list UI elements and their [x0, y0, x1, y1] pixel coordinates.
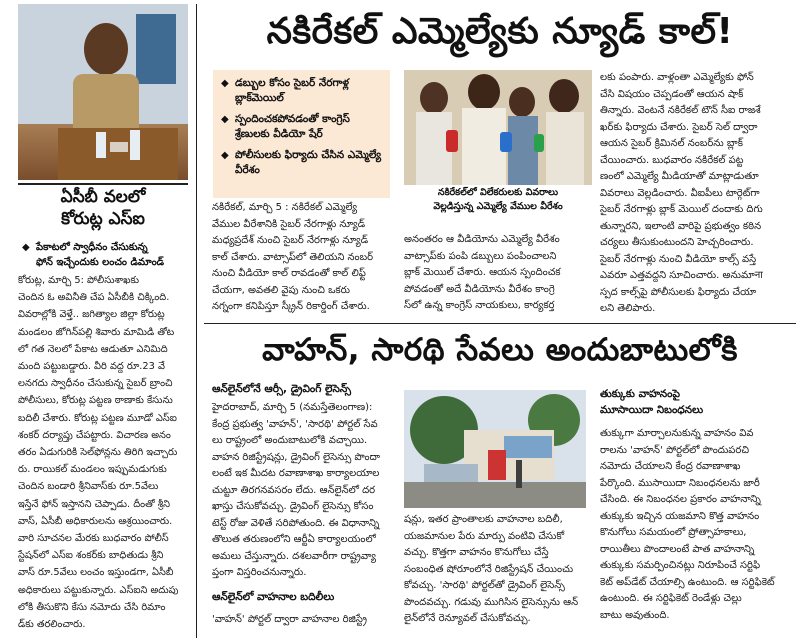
story1-col3-line: చేయించారు. బుధవారం నకిరేకల్ పట్ట: [600, 154, 744, 166]
story3-col1-line: వాహన రిజిస్ట్రేషన్లు, డ్రైవింగ్ లైసెన్సు పొందా: [212, 451, 380, 463]
story3-col3-line: కొనుగోలు సమయంలో ప్రోత్సాహకాలు,: [600, 527, 747, 538]
story3-col1-line: టెస్ట్ రోజు వెళితే సరిపోతుంది. ఈ విధానాన్ని: [212, 517, 380, 529]
story1-col3-line: సైబర్ నేరగాళ్లు నుంచి వీడియో కాల్స్ వస్తే: [600, 253, 757, 265]
story1-col3-line: ఆయన సైబర్ క్రిమినల్ నంబర్‌ను బ్లాక్: [600, 138, 743, 149]
story2-body-line: లనగదు స్వాధీనం చేసుకున్న సైబర్ బ్రాంచి: [18, 378, 173, 390]
story3-col1-line: ఖాస్తు చేసుకోవచ్చు. డ్రైవింగ్ లైసెన్సు కోసం: [212, 501, 374, 512]
story1-col3-line: ఖర్‌కు ఫిర్యాదు చేశారు. సైబర్ సెల్ ద్వారా: [600, 121, 758, 133]
story3-col2-line: షన్లు, ఇతర ప్రాంతాలకు వాహనాల బదిలీ,: [404, 514, 563, 525]
highlight-item: ◆ స్పందించకపోవడంతో కాంగ్రెస్ శ్రేణులకు వీడియో షేర్: [221, 112, 384, 142]
story1-col1-line: నుంచి వీడియో కాల్ రావడంతో కాల్ లిఫ్ట్: [212, 268, 366, 279]
story1-col3-line: స్పద కాల్స్‌పై పోలీసులకు ఫిర్యాదు చేయా: [600, 286, 757, 298]
story3-col3-line: నమోదు చేయాలని కేంద్ర రవాణాశాఖ: [600, 461, 741, 472]
press-photo-caption: [404, 186, 592, 213]
story1-col2-line: అనంతరం ఆ వీడియోను ఎమ్మెల్యే వీరేశం: [404, 234, 560, 245]
story2-body-line: లోకి తీసుకొని కేసు నమోదు చేసి రిమాం: [18, 601, 166, 613]
story1-col3-line: లకు పంపారు. వాళ్లంతా ఎమ్మెల్యేకు ఫోన్: [600, 72, 754, 83]
story3-side-subhead-line: మూసాయిదా నిబంధనలు: [600, 404, 704, 416]
story2-body-line: కోరుట్ల, మార్చి 5: పోలీసుశాఖకు: [18, 275, 139, 286]
story2-body-line: స్టేషన్‌లో ఎస్‌ఐ శంకర్‌కు బాధితుడు శ్రీని: [18, 550, 164, 562]
story1-col3: [600, 70, 794, 318]
story3-col3-line: ఉంటుంది. ఈ సర్టిఫికెట్ రెండేళ్లు చెల్లు: [600, 593, 742, 604]
story3-col2-line: లైన్‌లోనే రెన్యూవల్ చేసుకోవచ్చు.: [404, 613, 531, 624]
story1-col3-line: సైబర్ నేరగాళ్లు బ్లాక్ మెయిల్ దందాకు దిగు: [600, 204, 763, 215]
story3-subhead2: ఆన్‌లైన్‌లో వాహనాల బదిలీలు: [212, 591, 335, 603]
story3-col1-tail: 'వాహన్' పోర్టల్ ద్వారా వాహనాల రిజిస్ట్రే: [212, 614, 367, 625]
story1-col2-line: స్‌లో ఉన్న కాంగ్రెస్ నాయకులు, కార్యకర్త: [404, 300, 555, 311]
rta-office-photo: [404, 390, 586, 508]
highlight-item: ◆ డబ్బుల కోసం సైబర్ నేరగాళ్ల బ్లాక్‌మెయిల్: [221, 76, 384, 106]
story1-col2-line: వాట్సాప్‌కు పంపి డబ్బులు పంపించాలని: [404, 250, 557, 262]
story2-headline: [18, 186, 188, 230]
story3-col3-line: తుక్కుగా మార్చాలనుకున్న వాహనం వివ: [600, 428, 754, 439]
story3-side-subhead: [600, 386, 794, 418]
story2-body-line: లో గత నెలలో పేకాట ఆడుతూ ఎనిమిది: [18, 343, 168, 355]
story1-col3-line: చర్యలు తీసుకుంటుందని హెచ్చరించారు.: [600, 237, 754, 248]
story3-col3: [600, 426, 794, 624]
press-photo-caption-line: వెల్లడిస్తున్న ఎమ్మెల్యే వేముల వీరేశం: [433, 200, 563, 212]
story1-highlights-box: [213, 70, 390, 198]
story1-col1-line: నగ్నంగా కనిపిస్తూ స్క్రీన్ రికార్డింగ్ చేశారు.: [212, 301, 370, 312]
story1-col3-line: ఎవరూ ఎత్తవద్దని సూచించారు. అనుమాना: [600, 270, 763, 281]
acb-photo-caption-box: [18, 183, 188, 185]
story2-body-line: డ్‌కు తరలించారు.: [18, 619, 86, 631]
story2-body-line: మంది పట్టుబడ్డారు. వీరి వద్ద రూ.23 వే: [18, 361, 165, 373]
story2-body-line: మండలం జోగిన్‌పల్లి శివారు మామిడి తోట: [18, 326, 175, 338]
story2-body: [18, 272, 190, 633]
story3-col1-line: అమలు చేస్తున్నారు. దశలవారీగా రాష్ట్రవ్యా: [212, 550, 376, 562]
story1-headline: నకిరేకల్ ఎమ్మెల్యేకు న్యూడ్ కాల్!: [266, 11, 734, 52]
story2-body-line: రు. రాయికల్ మండలం ఇప్పుమడుగుకు: [18, 464, 167, 476]
story3-col3-line: తుక్కుకు సమర్పించినట్లు నిరూపించే సర్టిఫి: [600, 560, 761, 571]
story2-body-line: చెందిన ఓ అవినీతి చేప ఏసీబీకి చిక్కింది.: [18, 292, 170, 304]
story3-col1-line: లంటే ఇక మీదట రవాణాశాఖ కార్యాలయాల: [212, 468, 380, 479]
story3-subhead: ఆన్‌లైన్‌లోనే ఆర్సీ, డ్రైవింగ్ లైసెన్స్: [212, 383, 351, 395]
story3-col2-line: సంబంధిత షోరూంలోనే రిజిస్ట్రేషన్ చేయించు: [404, 563, 574, 575]
story2-body-line: బదిలీ చేశారు. కోరుట్ల పట్టణ మూడో ఎస్‌ఐ: [18, 412, 177, 424]
story3-col1-line: తొలుత తరుణంలోని ఆర్టీఏ కార్యాలయంలో: [212, 534, 376, 545]
story3-col3-line: పేర్కొంది. ముసాయిదా నిబంధనలను జారీ: [600, 477, 760, 489]
story3-col3-line: బాటు అవుతుంది.: [600, 609, 670, 621]
story1-col1: [212, 200, 398, 316]
story2-body-line: శంకర్ దర్యాప్తు చేపట్టారు. విచారణ అనం: [18, 429, 171, 441]
story2-body-line: తరం ఏడుగురికి సెల్‌ఫోన్లను తిరిగి ఇచ్చారు: [18, 447, 178, 459]
press-photo-caption-line: నకిరేకల్‌లో విలేకరులకు వివరాలు: [437, 187, 559, 198]
story2-body-line: పోలీసులు, కోరుట్ల పట్టణ ఠాణాకు కేసును: [18, 395, 173, 407]
story3-col2-line: కోవచ్చు. 'సారథి' పోర్టల్‌తో డ్రైవింగ్ లైసెన్స్: [404, 580, 565, 591]
story2-body-line: చెందిన బండారి శ్రీనివాస్‌కు రూ.5వేలు: [18, 481, 159, 493]
story3-col1: [212, 400, 402, 582]
story3-col3-line: కెట్ అప్‌డేట్ చేయాల్సి ఉంటుంది. ఆ సర్టిఫికెట్: [600, 576, 775, 588]
story1-col3-line: వివరాలు వెల్లడించారు. వీఐపీలు టార్గెట్‌గా: [600, 187, 760, 199]
press-meet-figures: [404, 70, 592, 185]
story3-col1-line: చుట్టూ తిరగనవసరం లేదు. ఆన్‌లైన్‌లో దర: [212, 484, 376, 496]
story2-bullets: [22, 240, 190, 270]
column-divider: [196, 4, 197, 638]
story2-bullet-cont: ఫోన్ ఇచ్చేందుకు లంచం డిమాండ్: [36, 257, 165, 268]
press-meet-photo: [404, 70, 592, 185]
highlight-item: ◆ పోలీసులకు ఫిర్యాదు చేసిన ఎమ్మెల్యే వీరేశం: [221, 148, 384, 178]
story-divider: [204, 323, 796, 324]
story1-col3-line: తున్నారని, ఇలాంటి వారిపై ప్రభుత్వం కఠిన: [600, 220, 762, 232]
story2-body-line: వివరాల్లోకి వెళ్తే.. జగిత్యాల జిల్లా కోరుట్ల: [18, 309, 165, 321]
story3-col3-line: రాలను 'వాహన్' పోర్టల్‌లో పొందుపరచి: [600, 444, 749, 456]
police-officer-photo: [18, 4, 188, 180]
story1-col1-line: చేయగా, అవతలి వైపు నుంచి ఒకరు: [212, 284, 351, 296]
story3-side-subhead-line: తుక్కుకు వాహనంపై: [600, 388, 680, 400]
story3-headline: వాహన్, సారథి సేవలు అందుబాటులోకి: [262, 332, 738, 368]
story1-col3-line: ణంలో ఎమ్మెల్యే మీడియాతో మాట్లాడుతూ: [600, 171, 759, 182]
story1-col2: [404, 232, 594, 315]
story2-headline-line2: కోరుట్ల ఎస్ఐ: [61, 209, 145, 229]
story3-col2-line: పొందవచ్చు. గడువు ముగిసిన లైసెన్సును ఆన్: [404, 596, 579, 608]
police-officer-figure: [18, 4, 188, 180]
story2-body-line: వాస్ రూ.5వేలు లంచం ఇస్తుండగా, ఏసీబీ: [18, 567, 174, 579]
story3-col2: [404, 512, 590, 628]
story2-body-line: ఇస్తేనే ఫోన్ ఇస్తానని చెప్పాడు. దీంతో శ్రీని: [18, 498, 171, 510]
story1-col2-line: పోవడంతో అదే వీడియోను వీరేశం కాంగ్రె: [404, 283, 555, 295]
story1-col3-line: చేసి విషయం చెప్పడంతో ఆయన షాక్: [600, 88, 744, 100]
story3-col3-line: రాయితీలు పొందాలంటే పాత వాహనాన్ని: [600, 543, 755, 555]
story1-col3-line: లని తెలిపారు.: [600, 303, 656, 314]
story3-col1-line: హైదరాబాద్, మార్చి 5 (నమస్తేతెలంగాణ):: [212, 402, 373, 413]
story1-col1-line: వేముల వీరేశానికి సైబర్ నేరగాళ్లు న్యూడ్: [212, 218, 366, 230]
story3-col2-line: యజమానుల పేరు మార్పు వంటివి చేసుకో: [404, 530, 565, 542]
story2-body-line: వాస్, ఏసీబీ అధికారులను ఆశ్రయించారు.: [18, 515, 173, 527]
story1-col1-line: కాల్ చేశారు. వాట్సాప్‌లో తెలియని నంబర్: [212, 251, 374, 263]
story3-col1-line: కేంద్ర ప్రభుత్వ 'వాహన్', 'సారథి' పోర్టల్ సేవ: [212, 418, 378, 430]
story3-col3-line: తుక్కుకు ఇచ్చిన యజమాని కొత్త వాహనం: [600, 510, 760, 522]
story3-col1-line: లు రాష్ట్రంలో అందుబాటులోకి వచ్చాయి.: [212, 435, 368, 446]
story1-col2-line: బ్లాక్ మెయిల్ చేశారు. ఆయన స్పందించక: [404, 267, 561, 278]
story2-bullet: ◆ పేకాటలో స్వాధీనం చేసుకున్న: [22, 240, 190, 255]
story1-col1-line: నకిరేకల్, మార్చి 5 : నకిరేకల్ ఎమ్మెల్యే: [212, 202, 358, 213]
story2-body-line: అధికారులు పట్టుకున్నారు. ఎస్‌ఐని అదుపు: [18, 584, 179, 596]
story2-body-line: వారి సూచనల మేరకు బుధవారం పోలీస్: [18, 533, 169, 545]
story1-col3-line: తిన్నారు. వెంటనే నకిరేకల్ టౌన్ సీఐ రాజశే: [600, 105, 761, 116]
story3-col3-line: చేసింది. ఈ నిబంధనల ప్రకారం వాహనాన్ని: [600, 494, 761, 505]
rta-office-scene: [404, 390, 586, 508]
story3-col1-line: ప్తంగా విస్తరించనున్నారు.: [212, 567, 307, 578]
story1-col1-line: మధ్యప్రదేశ్ నుంచి సైబర్ నేరగాళ్లు న్యూడ్: [212, 235, 369, 246]
story3-col2-line: వచ్చు. కొత్తగా వాహనం కొనుగోలు చేస్తే: [404, 547, 549, 558]
story2-headline-line1: ఏసీబీ వలలో: [60, 187, 146, 207]
